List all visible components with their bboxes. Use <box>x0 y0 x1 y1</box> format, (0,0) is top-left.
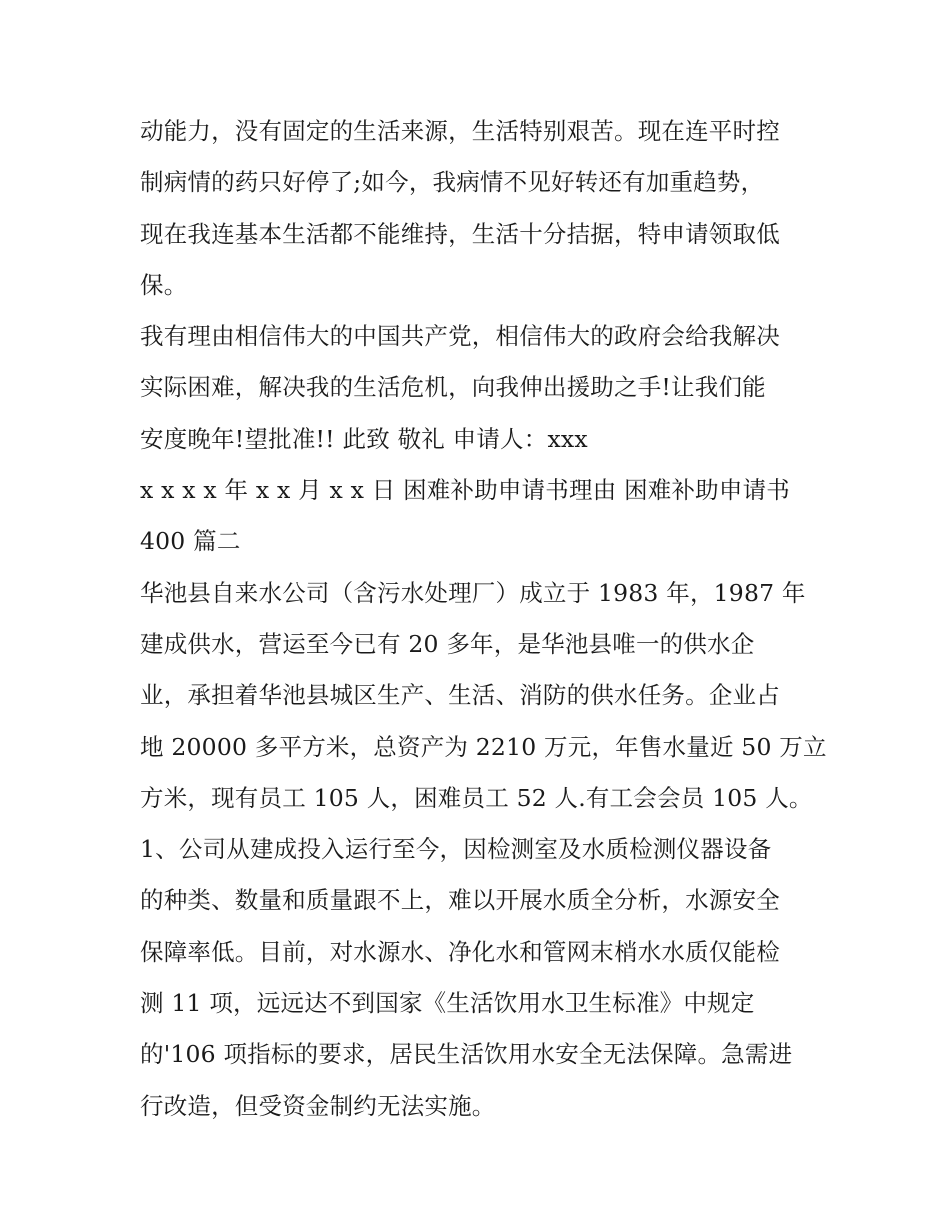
text-line-2: 制病情的药只好停了;如今，我病情不见好转还有加重趋势， <box>140 168 765 197</box>
text-line-10: 华池县自来水公司（含污水处理厂）成立于 1983 年，1987 年 <box>140 578 806 607</box>
text-line-1: 动能力，没有固定的生活来源，生活特别艰苦。现在连平时控 <box>140 117 780 145</box>
text-line-19: 的'106 项指标的要求，居民生活饮用水安全无法保障。急需进 <box>140 1040 793 1069</box>
text-line-6: 实际困难，解决我的生活危机，向我伸出援助之手!让我们能 <box>140 373 766 402</box>
body-text <box>140 106 830 1132</box>
text-line-7: 安度晚年!望批准!! 此致 敬礼 申请人：xxx <box>140 424 588 453</box>
text-line-14: 方米，现有员工 105 人，困难员工 52 人.有工会会员 105 人。 <box>140 783 813 812</box>
text-line-4: 保。 <box>140 270 188 299</box>
text-line-5: 我有理由相信伟大的中国共产党，相信伟大的政府会给我解决 <box>140 322 780 351</box>
text-line-20: 行改造，但受资金制约无法实施。 <box>140 1091 496 1120</box>
text-line-12: 业，承担着华池县城区生产、生活、消防的供水任务。企业占 <box>140 681 780 710</box>
text-line-3: 现在我连基本生活都不能维持，生活十分拮据，特申请领取低 <box>140 219 780 248</box>
text-line-15: 1、公司从建成投入运行至今，因检测室及水质检测仪器设备 <box>140 835 772 864</box>
text-line-8: x x x x 年 x x 月 x x 日 困难补助申请书理由 困难补助申请书 <box>140 476 790 505</box>
text-line-11: 建成供水，营运至今已有 20 多年，是华池县唯一的供水企 <box>140 629 755 658</box>
text-line-9: 400 篇二 <box>140 527 241 556</box>
text-line-13: 地 20000 多平方米，总资产为 2210 万元，年售水量近 50 万立 <box>140 732 827 761</box>
text-line-18: 测 11 项，远远达不到国家《生活饮用水卫生标准》中规定 <box>140 989 755 1018</box>
text-line-16: 的种类、数量和质量跟不上，难以开展水质全分析，水源安全 <box>140 886 780 915</box>
text-line-17: 保障率低。目前，对水源水、净化水和管网末梢水水质仅能检 <box>140 937 780 966</box>
